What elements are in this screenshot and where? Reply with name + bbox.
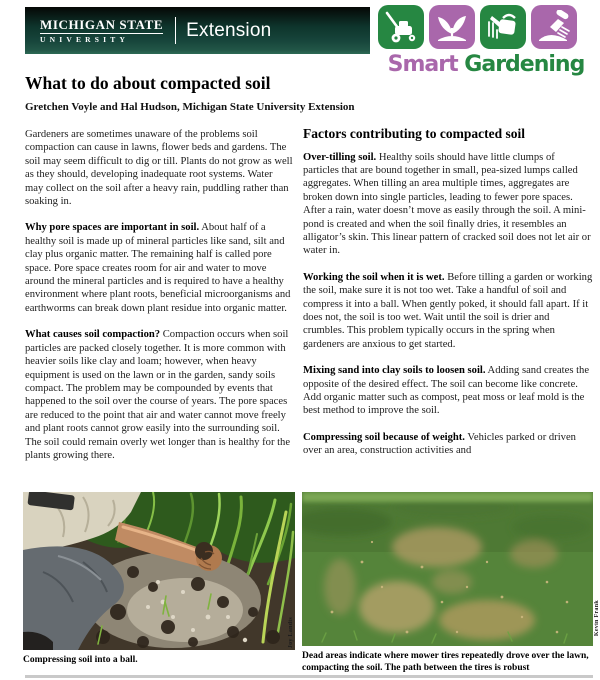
paragraph-pore-spaces	[25, 221, 293, 315]
watering-can-icon	[480, 5, 526, 49]
byline: Gretchen Voyle and Hal Hudson, Michigan State University Extension	[25, 101, 355, 113]
paragraph-mixing-sand	[303, 364, 593, 418]
smart-word: Smart	[387, 52, 458, 77]
paragraph-weight	[303, 431, 593, 458]
left-column	[25, 128, 293, 475]
paragraph-text: Before tilling a garden or working the soil, make sure it is not too wet. Take a handful of soil and compress it into a ball. When gently poked, it should fall apart. If it does not, the soil is too wet. Wait until the soil is drier and crumbles. This problem typically occurs in the spring when gardeners are anxious to get started.	[303, 271, 593, 350]
photo-credit: Kevin Frank	[594, 599, 600, 636]
paragraph-lead: Working the soil when it is wet.	[303, 271, 445, 283]
msu-wordmark-line2: UNIVERSITY	[40, 34, 130, 44]
paragraph-text: Adding sand creates the opposite of the desired effect. The soil can become like concrete. Add organic matter such as compost, peat moss or leaf mold is the best method to improve the soil.	[303, 365, 590, 417]
paragraph-lead: Mixing sand into clay soils to loosen soil.	[303, 365, 486, 377]
paragraph-text: Compaction occurs when soil particles are packed closely together. It is more common with heavier soils like clay and loam; however, when heavy equipment is used on the lawn or in the garden, sandy soils compact. The problem may be compounded by events that happened to the soil over the course of years. The pore spaces are reduced to the point that air and water cannot move freely and plant roots cannot grow easily into the surrounding soil. The soil could remain overly wet longer than is healthy for the plants growing there.	[25, 329, 291, 461]
msu-wordmark	[40, 18, 163, 43]
section-heading: Factors contributing to compacted soil	[303, 126, 525, 141]
seedling-icon	[429, 5, 475, 49]
msu-wordmark-line1: MICHIGAN STATE	[40, 17, 164, 32]
smart-gardening-logo	[378, 5, 594, 77]
paragraph-intro	[25, 128, 293, 208]
paragraph-lead: What causes soil compaction?	[25, 329, 161, 341]
extension-label: Extension	[186, 19, 272, 41]
paragraph-text: About half of a healthy soil is made up of mineral particles like sand, silt and clay plus organic matter. The remaining half is called pore space. Pore space creates room for air and water to move around the mineral particles and is required to have a healthy environment where plant roots, beneficial microorganisms and earthworms can break down plant residue into organic matter.	[25, 222, 291, 314]
photo-caption: Compressing soil into a ball.	[23, 655, 138, 665]
paragraph-wet-soil	[303, 271, 593, 351]
paragraph-causes	[25, 328, 293, 462]
paragraph-text: Vehicles parked or driven over an area, construction activities and	[303, 431, 576, 457]
page-bottom-divider	[25, 675, 593, 678]
paragraph-lead: Compressing soil because of weight.	[303, 431, 465, 443]
page-title: What to do about compacted soil	[25, 73, 271, 93]
gardening-word: Gardening	[464, 52, 585, 77]
right-column	[303, 126, 593, 471]
lawn-tire-tracks-photo	[302, 492, 600, 646]
msu-extension-banner	[25, 7, 370, 54]
photo-caption: Dead areas indicate where mower tires repeatedly drove over the lawn, compacting the soil. The path between the tires is robust	[302, 651, 589, 673]
paragraph-text: Gardeners are sometimes unaware of the problems soil compaction can cause in lawns, flower beds and gardens. The soil may seem difficult to dig or till. Plants do not grow as well as they should, developing inadequate root systems. Water may collect on the soil after a heavy rain, puddling rather than soaking in.	[25, 129, 293, 208]
paragraph-lead: Over-tilling soil.	[303, 151, 377, 163]
paragraph-over-tilling	[303, 151, 593, 258]
smart-gardening-icon-row	[378, 5, 594, 49]
trowel-icon	[531, 5, 577, 49]
soil-ball-photo	[23, 492, 295, 650]
paragraph-text: Healthy soils should have little clumps of particles that are bound together in small, pea-sized lumps called aggregates. When tilling an area multiple times, aggregates are broken down into single particles, leading to fewer pore spaces. After a rain, water doesn’t move as easily through the soil. A mini-pond is created and when the soil finally dries, it resembles an alligator’s skin. This linear pattern of cracked soil does not let air or water in.	[303, 151, 591, 257]
soil-ball-figure	[23, 492, 295, 667]
lawn-mower-icon	[378, 5, 424, 49]
smart-gardening-wordmark	[378, 52, 594, 77]
banner-divider	[175, 17, 176, 44]
lawn-tire-tracks-figure	[302, 492, 600, 674]
paragraph-lead: Why pore spaces are important in soil.	[25, 222, 200, 234]
photo-credit: Joy Landis	[288, 616, 294, 648]
